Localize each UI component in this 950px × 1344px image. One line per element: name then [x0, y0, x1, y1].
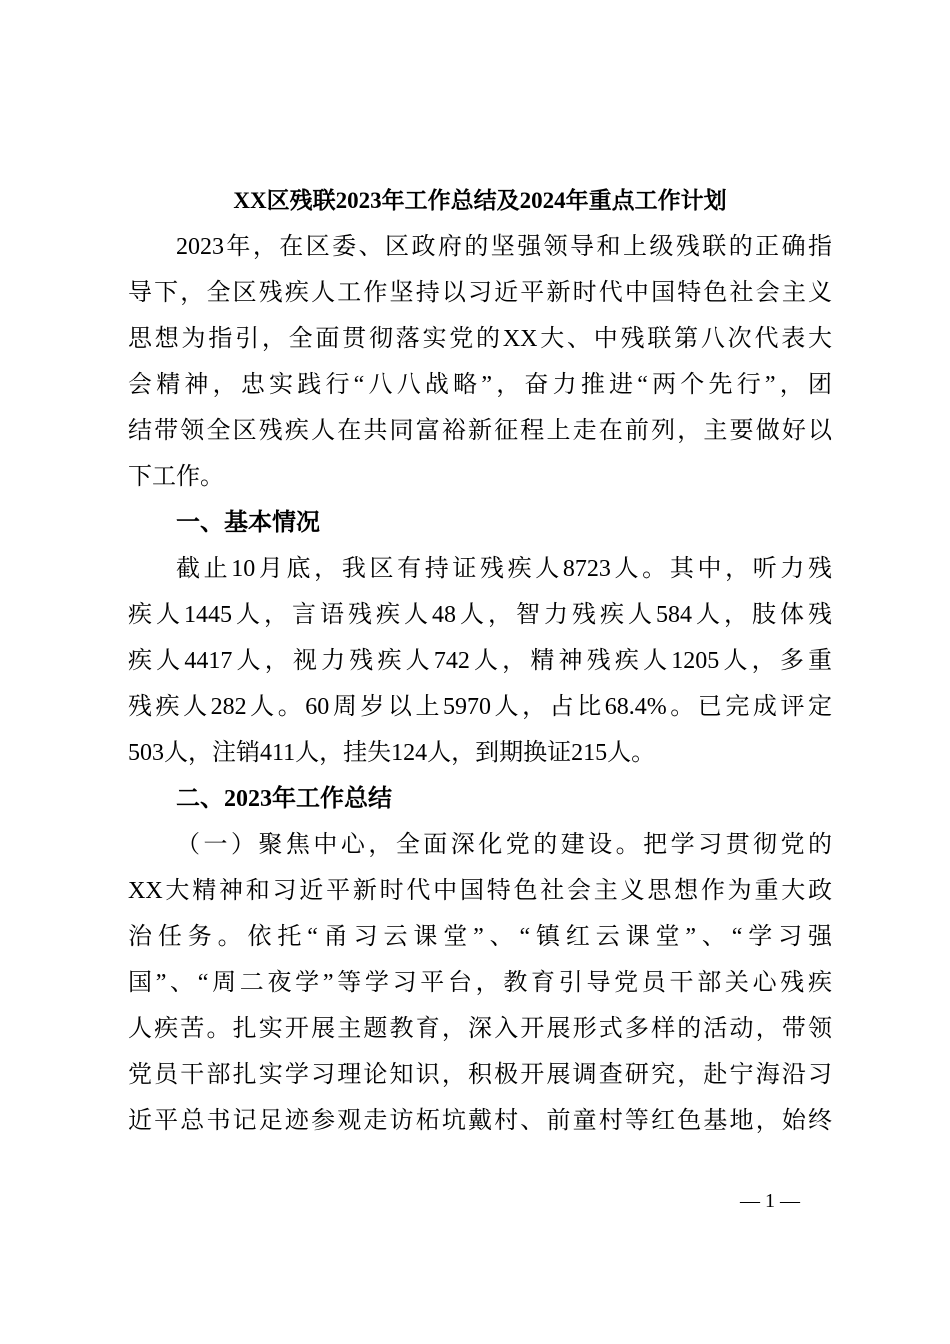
section-heading-basic-situation: 一、基本情况	[176, 510, 320, 536]
text-line: 503人，注销411人，挂失124人，到期换证215人。	[128, 740, 656, 766]
text-line: 截止10月底，我区有持证残疾人8723人。其中，听力残	[176, 556, 832, 582]
intro-paragraph	[128, 224, 832, 500]
text-line: 导下，全区残疾人工作坚持以习近平新时代中国特色社会主义	[128, 280, 832, 306]
text-line: 结带领全区残疾人在共同富裕新征程上走在前列，主要做好以	[128, 418, 832, 444]
text-line: 思想为指引，全面贯彻落实党的XX大、中残联第八次代表大	[128, 326, 832, 352]
text-line: 治任务。依托“甬习云课堂”、“镇红云课堂”、“学习强	[128, 924, 832, 950]
text-line: （一）聚焦中心，全面深化党的建设。把学习贯彻党的	[176, 832, 832, 858]
document-body	[128, 178, 832, 1144]
document-title: XX区残联2023年工作总结及2024年重点工作计划	[233, 188, 727, 213]
section-heading-work-summary: 二、2023年工作总结	[176, 786, 392, 812]
text-line: 会精神，忠实践行“八八战略”，奋力推进“两个先行”，团	[128, 372, 832, 398]
text-line: XX大精神和习近平新时代中国特色社会主义思想作为重大政	[128, 878, 832, 904]
text-line: 近平总书记足迹参观走访柘坑戴村、前童村等红色基地，始终	[128, 1108, 832, 1134]
text-line: 下工作。	[128, 464, 224, 490]
text-line: 疾人1445人，言语残疾人48人，智力残疾人584人，肢体残	[128, 602, 832, 628]
text-line: 人疾苦。扎实开展主题教育，深入开展形式多样的活动，带领	[128, 1016, 832, 1042]
text-line: 国”、“周二夜学”等学习平台，教育引导党员干部关心残疾	[128, 970, 832, 996]
basic-situation-paragraph	[128, 546, 832, 776]
text-line: 党员干部扎实学习理论知识，积极开展调查研究，赴宁海沿习	[128, 1062, 832, 1088]
text-line: 疾人4417人，视力残疾人742人，精神残疾人1205人，多重	[128, 648, 832, 674]
work-summary-paragraph	[128, 822, 832, 1144]
text-line: 残疾人282人。60周岁以上5970人，占比68.4%。已完成评定	[128, 694, 832, 720]
text-line: 2023年，在区委、区政府的坚强领导和上级残联的正确指	[176, 234, 832, 260]
page-number: — 1 —	[740, 1190, 800, 1212]
